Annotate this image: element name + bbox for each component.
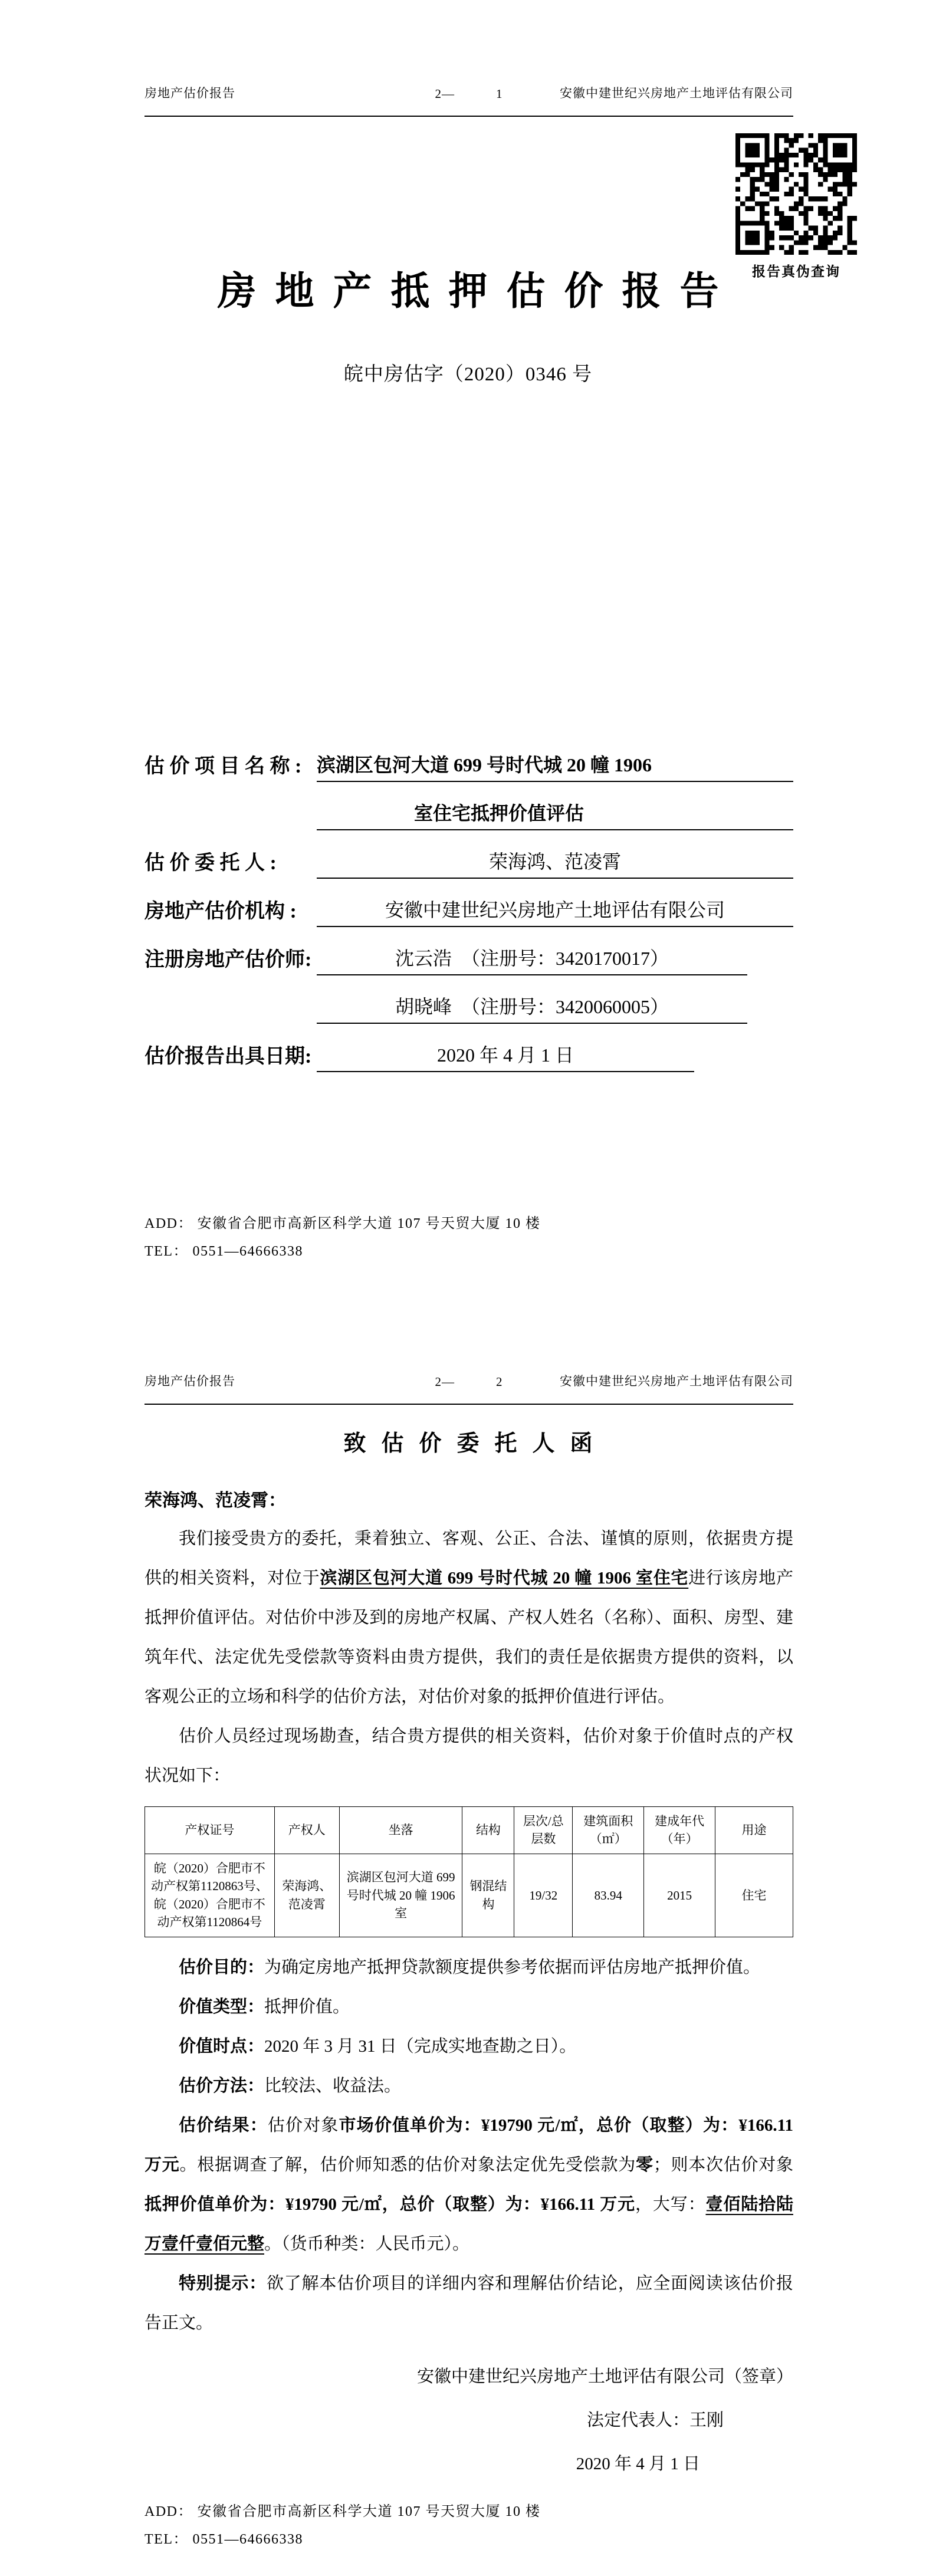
text-segment: 。根据调查了解，估价师知悉的估价对象法定优先受偿款为 <box>179 2155 636 2174</box>
table-cell-cert-no: 皖（2020）合肥市不动产权第1120863号、皖（2020）合肥市不动产权第1120864号 <box>145 1854 275 1937</box>
text-segment: 估价结果： <box>179 2115 268 2135</box>
form-row-project-name <box>144 734 793 782</box>
form-row-report-date <box>144 1024 793 1072</box>
text-segment: ， <box>578 2115 596 2135</box>
letter-body <box>144 1483 793 2486</box>
text-segment: 欲了解本估价项目的详细内容和理解估价结论，应全面阅读该估价报告正文。 <box>144 2273 793 2332</box>
item-purpose <box>144 1948 793 1987</box>
text-segment: 价值类型： <box>179 1997 265 2016</box>
header-page-number <box>435 1375 503 1389</box>
form-value-project-name: 滨湖区包河大道 699 号时代城 20 幢 1906 <box>317 750 793 782</box>
form-label-report-date: 估价报告出具日期: <box>144 1046 312 1067</box>
letter-title: 致估价委托人函 <box>343 1431 608 1456</box>
text-segment: 估价人员经过现场勘查，结合贵方提供的相关资料，估价对象于价值时点的产权状况如下： <box>144 1727 793 1785</box>
table-cell-floor: 19/32 <box>514 1854 573 1937</box>
signature-block <box>144 2355 793 2486</box>
text-segment: 。（货币种类：人民币元）。 <box>264 2234 470 2253</box>
signature-company: 安徽中建世纪兴房地产土地评估有限公司（签章） <box>416 2367 793 2386</box>
item-value-type <box>144 1987 793 2027</box>
text-segment: 抵押价值。 <box>264 1997 350 2016</box>
table-cell-structure: 钢混结构 <box>462 1854 514 1937</box>
header-page-prefix: 2— <box>435 1375 455 1389</box>
form-row-client <box>144 830 793 879</box>
text-segment: 估价方法： <box>179 2076 265 2095</box>
text-segment: 2020 年 3 月 31 日（完成实地查勘之日）。 <box>264 2036 577 2056</box>
text-segment: 为确定房地产抵押贷款额度提供参考依据而评估房地产抵押价值。 <box>264 1957 761 1977</box>
text-segment: 估价对象 <box>267 2115 339 2135</box>
header-page-num: 2 <box>496 1375 503 1389</box>
item-result <box>144 2106 793 2264</box>
header-page-prefix: 2— <box>435 87 455 101</box>
table-cell-area: 83.94 <box>573 1854 644 1937</box>
salutation: 荣海鸿、范凌霄： <box>144 1491 286 1510</box>
table-header-cell: 建成年代（年） <box>644 1807 715 1854</box>
text-segment: 比较法、收益法。 <box>264 2076 402 2095</box>
table-header-cell: 用途 <box>715 1807 793 1854</box>
form-label-project-name: 估 价 项 目 名 称 : <box>144 755 302 777</box>
table-header-cell: 层次/总层数 <box>514 1807 573 1854</box>
header-doc-title: 房地产估价报告 <box>144 86 235 100</box>
letter-paragraph-intro <box>144 1519 793 1717</box>
signature-legal-rep: 法定代表人：王刚 <box>586 2410 724 2430</box>
form-value-appraiser-2: 胡晓峰 （注册号：3420060005） <box>317 992 747 1024</box>
table-row <box>145 1854 793 1937</box>
text-segment: 壹佰陆拾陆万壹仟壹佰元整 <box>144 2194 793 2253</box>
text-segment: ， <box>382 2194 400 2214</box>
header-page-num: 1 <box>496 87 503 101</box>
form-row-project-name-cont <box>144 782 793 830</box>
text-segment: 总价（取整）为：¥166.11 万元 <box>399 2194 636 2214</box>
footer-tel: TEL： 0551—64666338 <box>144 1244 303 1259</box>
form-label-blank <box>144 1020 317 1024</box>
header-company-name: 安徽中建世纪兴房地产土地评估有限公司 <box>560 1374 793 1388</box>
text-segment: ；则本次估价对象 <box>653 2155 793 2174</box>
form-value-appraiser-1: 沈云浩 （注册号：3420170017） <box>317 944 747 975</box>
form-label-agency: 房地产估价机构 : <box>144 901 297 922</box>
item-time-point <box>144 2027 793 2066</box>
report-title: 房地产抵押估价报告 <box>217 270 738 313</box>
table-header-cell: 产权人 <box>274 1807 339 1854</box>
page-header <box>144 84 793 117</box>
text-segment: ，大写： <box>635 2194 706 2214</box>
form-value-project-name-cont: 室住宅抵押价值评估 <box>317 799 793 830</box>
item-notice <box>144 2264 793 2343</box>
table-header-cell: 建筑面积（㎡） <box>573 1807 644 1854</box>
page-footer <box>144 1210 541 1266</box>
header-company-name: 安徽中建世纪兴房地产土地评估有限公司 <box>560 86 793 100</box>
form-value-report-date: 2020 年 4 月 1 日 <box>317 1040 694 1072</box>
text-segment: 我们接受贵方的委托，秉着独立、客观、公正、合法、谨慎的原则，依据贵方提供的相关资料，对位于 <box>144 1529 793 1588</box>
text-segment: 滨湖区包河大道 699 号时代城 20 幢 1906 室住宅 <box>320 1569 689 1588</box>
table-header-cell: 坐落 <box>339 1807 462 1854</box>
text-segment: 特别提示： <box>179 2273 267 2293</box>
header-page-number <box>435 87 503 101</box>
qr-block <box>735 133 857 280</box>
letter-paragraph-survey <box>144 1717 793 1796</box>
table-header-row <box>145 1807 793 1854</box>
page-footer <box>144 2498 541 2554</box>
text-segment: 抵押价值单价为：¥19790 元/㎡ <box>144 2194 382 2214</box>
page-header <box>144 1372 793 1405</box>
form-label-blank <box>144 827 317 830</box>
text-segment: 零 <box>635 2155 653 2174</box>
item-method <box>144 2066 793 2106</box>
table-cell-location: 滨湖区包河大道 699 号时代城 20 幢 1906 室 <box>339 1854 462 1937</box>
footer-tel: TEL： 0551—64666338 <box>144 2532 303 2547</box>
qr-code <box>735 133 857 255</box>
property-rights-table <box>144 1806 793 1937</box>
text-segment: 市场价值单价为：¥19790 元/㎡ <box>339 2115 579 2135</box>
form-row-appraiser-1 <box>144 927 793 975</box>
form-label-client: 估 价 委 托 人 : <box>144 852 277 874</box>
form-row-appraiser-2 <box>144 975 793 1024</box>
cover-form <box>144 734 793 1072</box>
table-cell-use: 住宅 <box>715 1854 793 1937</box>
form-value-client: 荣海鸿、范凌霄 <box>317 847 793 879</box>
form-label-appraiser: 注册房地产估价师: <box>144 949 312 971</box>
page-2-letter <box>0 1288 936 2576</box>
text-segment: 价值时点： <box>179 2036 265 2056</box>
table-cell-owner: 荣海鸿、范凌霄 <box>274 1854 339 1937</box>
table-header-cell: 产权证号 <box>145 1807 275 1854</box>
text-segment: 估价目的： <box>179 1957 265 1977</box>
text-segment: 进行该房地产抵押价值评估。对估价中涉及到的房地产权属、产权人姓名（名称）、面积、房型、建筑年代、法定优先受偿款等资料由贵方提供，我们的责任是依据贵方提供的资料，以客观公正的立场和科学的估价方法，对估价对象的抵押价值进行评估。 <box>144 1569 793 1706</box>
footer-address: ADD： 安徽省合肥市高新区科学大道 107 号天贸大厦 10 楼 <box>144 1216 541 1231</box>
footer-address: ADD： 安徽省合肥市高新区科学大道 107 号天贸大厦 10 楼 <box>144 2504 541 2519</box>
form-value-agency: 安徽中建世纪兴房地产土地评估有限公司 <box>317 895 793 927</box>
text-segment: 总价（取整）为：¥166.11 万元 <box>144 2115 793 2174</box>
doc-number: 皖中房估字（2020）0346 号 <box>343 364 593 385</box>
signature-date: 2020 年 4 月 1 日 <box>576 2454 700 2473</box>
table-cell-year: 2015 <box>644 1854 715 1937</box>
form-row-agency <box>144 879 793 927</box>
qr-caption: 报告真伪查询 <box>752 264 840 279</box>
header-doc-title: 房地产估价报告 <box>144 1374 235 1388</box>
table-header-cell: 结构 <box>462 1807 514 1854</box>
